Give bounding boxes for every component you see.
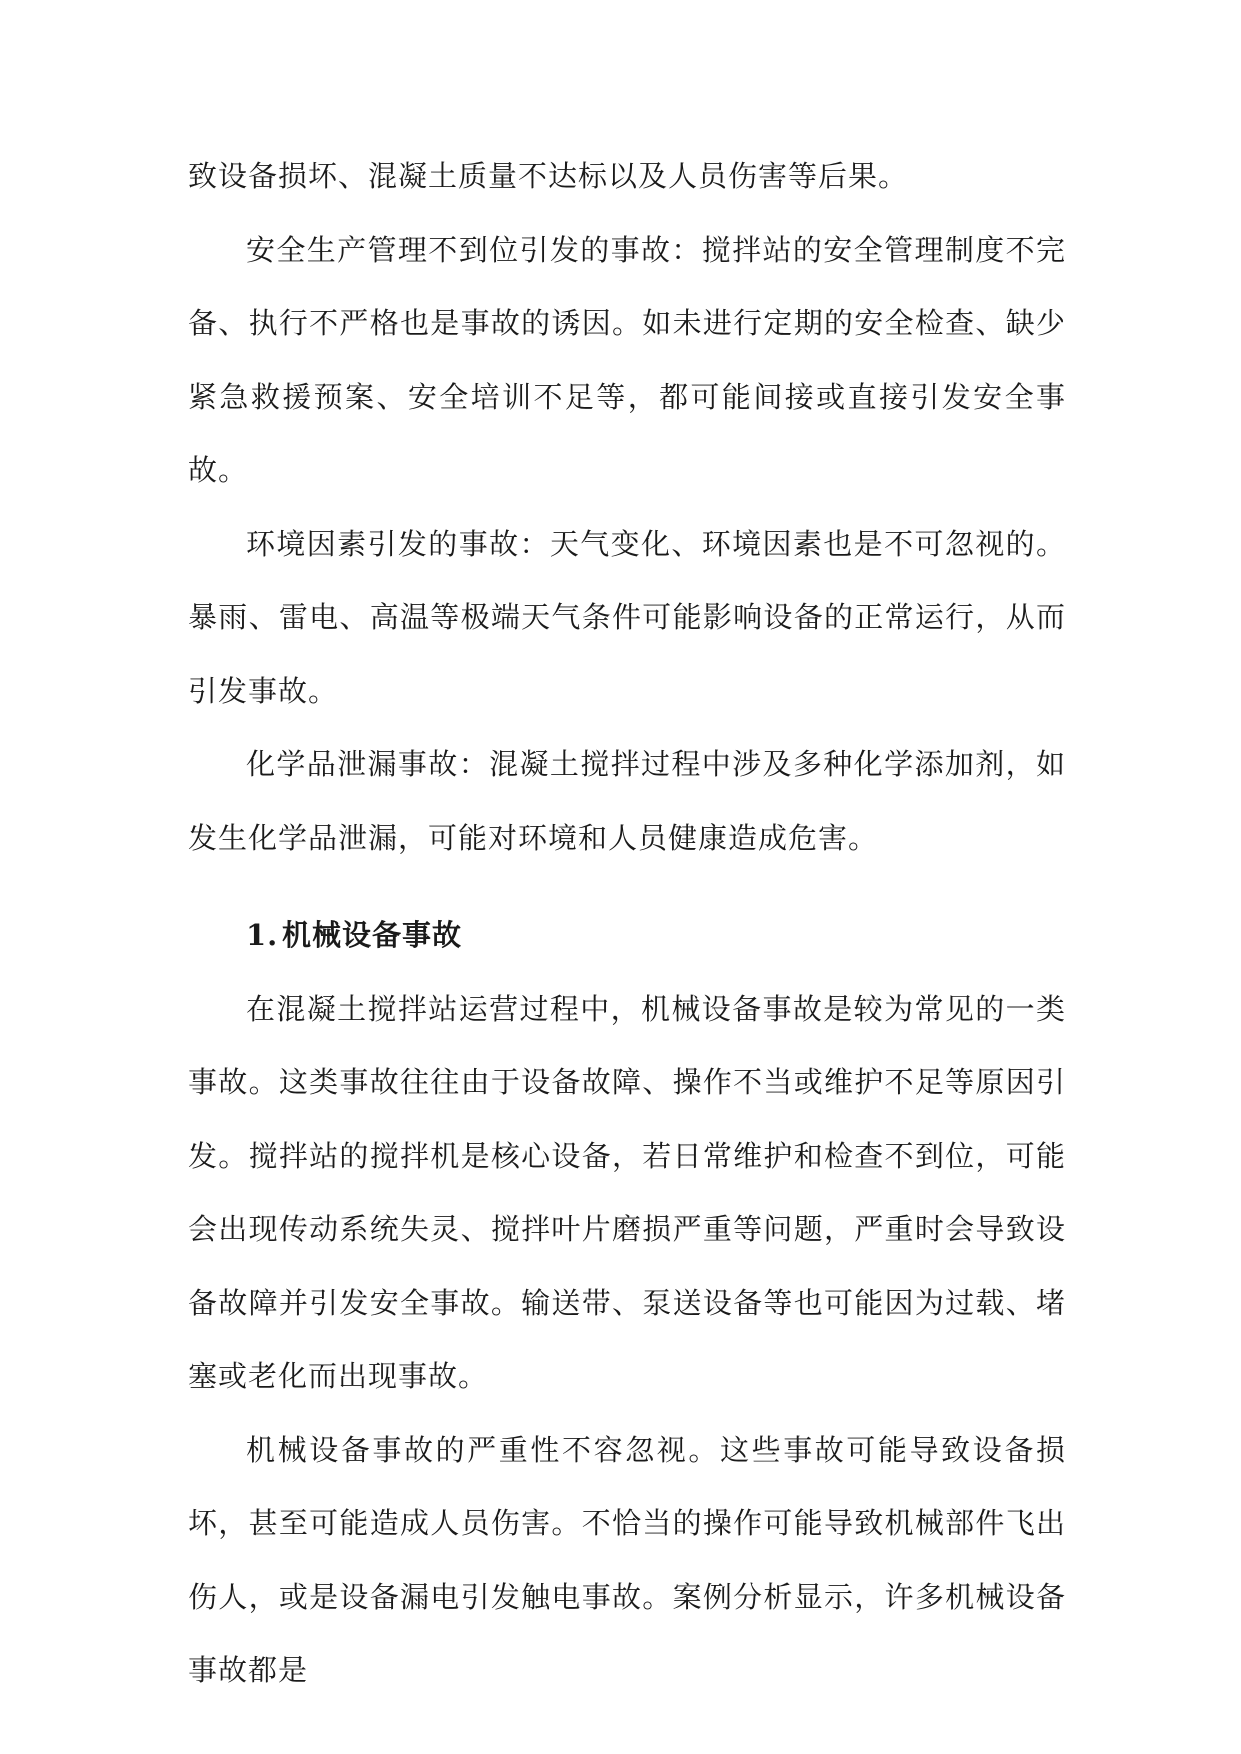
paragraph-mechanical-severity: 机械设备事故的严重性不容忽视。这些事故可能导致设备损坏，甚至可能造成人员伤害。不恰当的操作可能导致机械部件飞出伤人，或是设备漏电引发触电事故。案例分析显示，许多机械设备事故都是 <box>188 1432 1066 1687</box>
paragraph-mechanical-overview: 在混凝土搅拌站运营过程中，机械设备事故是较为常见的一类事故。这类事故往往由于设备故障、操作不当或维护不足等原因引发。搅拌站的搅拌机是核心设备，若日常维护和检查不到位，可能会出现传动系统失灵、搅拌叶片磨损严重等问题，严重时会导致设备故障并引发安全事故。输送带、泵送设备等也可能因为过载、堵塞或老化而出现事故。 <box>188 991 1066 1393</box>
paragraph-environmental-factors: 环境因素引发的事故：天气变化、环境因素也是不可忽视的。暴雨、雷电、高温等极端天气条件可能影响设备的正常运行，从而引发事故。 <box>188 526 1066 708</box>
paragraph-safety-management: 安全生产管理不到位引发的事故：搅拌站的安全管理制度不完备、执行不严格也是事故的诱因。如未进行定期的安全检查、缺少紧急救援预案、安全培训不足等，都可能间接或直接引发安全事故。 <box>188 232 1066 487</box>
section-title: 机械设备事故 <box>282 918 463 952</box>
paragraph-chemical-leak: 化学品泄漏事故：混凝土搅拌过程中涉及多种化学添加剂，如发生化学品泄漏，可能对环境和人员健康造成危害。 <box>188 747 1066 855</box>
paragraph-continuation: 致设备损坏、混凝土质量不达标以及人员伤害等后果。 <box>188 159 909 193</box>
document-body <box>188 140 1066 1708</box>
section-heading <box>188 899 1066 973</box>
section-number: 1. <box>246 918 279 952</box>
